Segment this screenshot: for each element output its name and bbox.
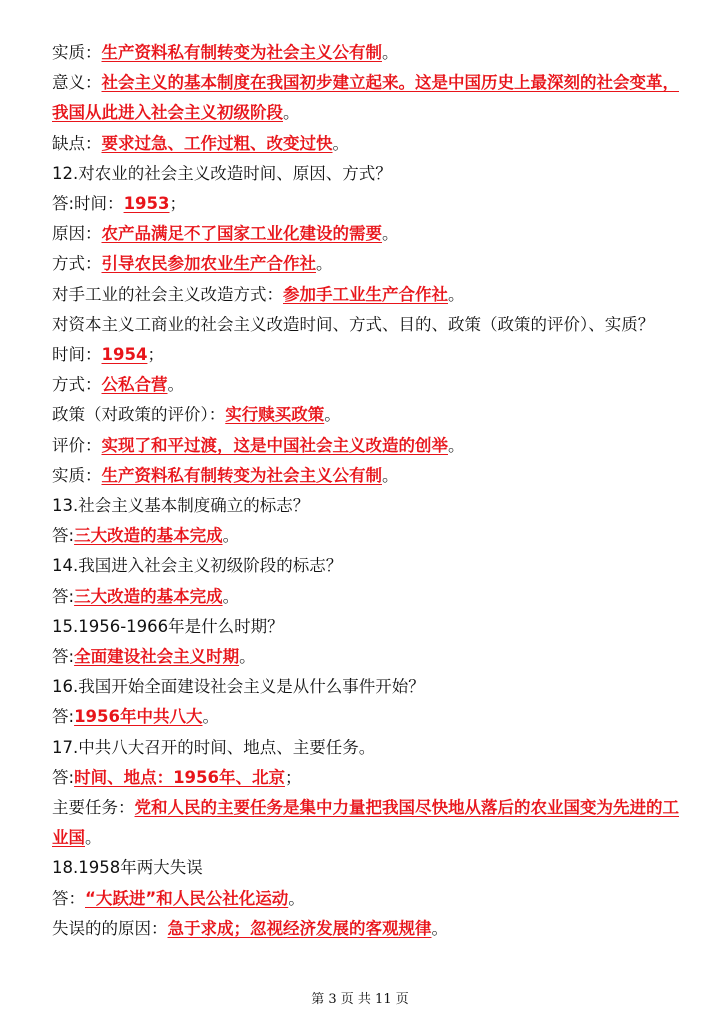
line-label: 缺点： xyxy=(52,133,102,153)
line-label: 答: xyxy=(52,707,75,727)
qa-line xyxy=(52,461,682,491)
line-punctuation: 。 xyxy=(222,526,240,546)
line-label: 失误的的原因： xyxy=(52,918,168,938)
question-line xyxy=(52,612,682,642)
qa-line xyxy=(52,189,682,219)
line-punctuation: ； xyxy=(169,194,186,214)
question-line xyxy=(52,733,682,763)
answer-text: 三大改造的基本完成 xyxy=(74,526,223,546)
answer-text: 生产资料私有制转变为社会主义公有制 xyxy=(101,43,382,62)
answer-text: 三大改造的基本完成 xyxy=(74,586,223,606)
answer-text: 实现了和平过渡，这是中国社会主义改造的创举 xyxy=(101,435,448,455)
document-body xyxy=(52,38,682,944)
line-punctuation: 。 xyxy=(288,888,305,908)
qa-line xyxy=(52,702,682,732)
line-punctuation: 。 xyxy=(283,103,300,123)
line-punctuation: 。 xyxy=(316,254,333,274)
qa-line xyxy=(52,68,682,128)
line-label: 对资本主义工商业的社会主义改造时间、方式、目的、政策（政策的评价）、实质？ xyxy=(52,314,655,334)
line-label: 主要任务： xyxy=(52,798,135,818)
question-line xyxy=(52,853,682,883)
line-punctuation: 。 xyxy=(382,465,399,485)
line-label: 答: xyxy=(52,586,75,606)
qa-line xyxy=(52,914,682,944)
line-label: 18.1958年两大失误 xyxy=(52,858,203,878)
answer-text: 公私合营 xyxy=(101,375,168,395)
line-punctuation: 。 xyxy=(382,43,399,62)
qa-line xyxy=(52,340,682,370)
answer-text: 急于求成；忽视经济发展的客观规律 xyxy=(167,918,432,938)
line-punctuation: ； xyxy=(147,345,164,365)
line-punctuation: 。 xyxy=(324,405,341,425)
line-punctuation: 。 xyxy=(239,647,256,667)
answer-text: “大跃进”和人民公社化运动 xyxy=(85,888,289,908)
line-label: 时间： xyxy=(52,345,102,365)
line-label: 政策（对政策的评价）： xyxy=(52,405,226,425)
line-label: 15.1956-1966年是什么时期？ xyxy=(52,616,284,636)
question-line xyxy=(52,672,682,702)
line-label: 实质： xyxy=(52,43,102,62)
answer-text: 生产资料私有制转变为社会主义公有制 xyxy=(101,465,382,485)
line-label: 答： xyxy=(52,888,85,908)
answer-text: 1953 xyxy=(123,194,170,214)
line-punctuation: 。 xyxy=(222,586,240,606)
qa-line xyxy=(52,642,682,672)
qa-line xyxy=(52,793,682,853)
line-label: 答:时间： xyxy=(52,194,124,214)
line-label: 12.对农业的社会主义改造时间、原因、方式？ xyxy=(52,163,392,183)
line-label: 答: xyxy=(52,526,75,546)
line-label: 14.我国进入社会主义初级阶段的标志？ xyxy=(52,556,343,576)
answer-text: 1954 xyxy=(101,345,148,365)
qa-line xyxy=(52,38,682,68)
qa-line xyxy=(52,219,682,249)
line-label: 13.社会主义基本制度确立的标志？ xyxy=(52,496,310,516)
line-punctuation: 。 xyxy=(448,284,465,304)
line-label: 方式： xyxy=(52,254,102,274)
line-punctuation: 。 xyxy=(448,435,465,455)
answer-text: 参加手工业生产合作社 xyxy=(283,284,448,304)
line-label: 意义： xyxy=(52,73,102,93)
answer-text: 农产品满足不了国家工业化建设的需要 xyxy=(101,224,382,244)
line-label: 评价： xyxy=(52,435,102,455)
line-punctuation: 。 xyxy=(202,707,219,727)
qa-line xyxy=(52,400,682,430)
question-line xyxy=(52,491,682,521)
line-label: 原因： xyxy=(52,224,102,244)
line-punctuation: 。 xyxy=(85,828,102,848)
line-punctuation: ； xyxy=(285,767,302,787)
qa-line xyxy=(52,431,682,461)
line-punctuation: 。 xyxy=(431,918,448,938)
line-label: 答: xyxy=(52,767,75,787)
question-line xyxy=(52,310,682,340)
qa-line xyxy=(52,249,682,279)
answer-text: 社会主义的基本制度在我国初步建立起来。这是中国历史上最深刻的社会变革，我国从此进入社会主义初级阶段 xyxy=(52,73,679,123)
qa-line xyxy=(52,521,682,551)
answer-text: 全面建设社会主义时期 xyxy=(74,647,240,667)
answer-text: 时间、地点：1956年、北京 xyxy=(74,767,285,787)
qa-line xyxy=(52,763,682,793)
qa-line xyxy=(52,370,682,400)
line-label: 对手工业的社会主义改造方式： xyxy=(52,284,283,304)
question-line xyxy=(52,159,682,189)
line-punctuation: 。 xyxy=(332,133,349,153)
line-punctuation: 。 xyxy=(167,375,184,395)
line-label: 方式： xyxy=(52,375,102,395)
line-label: 17.中共八大召开的时间、地点、主要任务。 xyxy=(52,737,376,757)
line-label: 答: xyxy=(52,647,75,667)
answer-text: 引导农民参加农业生产合作社 xyxy=(101,254,316,274)
line-label: 16.我国开始全面建设社会主义是从什么事件开始？ xyxy=(52,677,425,697)
line-label: 实质： xyxy=(52,465,102,485)
line-punctuation: 。 xyxy=(382,224,399,244)
qa-line xyxy=(52,884,682,914)
qa-line xyxy=(52,582,682,612)
page-footer: 第 3 页 共 11 页 xyxy=(311,992,409,1007)
answer-text: 实行赎买政策 xyxy=(225,405,325,425)
answer-text: 1956年中共八大 xyxy=(74,707,203,727)
qa-line xyxy=(52,280,682,310)
qa-line xyxy=(52,129,682,159)
answer-text: 要求过急、工作过粗、改变过快 xyxy=(101,133,333,153)
answer-text: 党和人民的主要任务是集中力量把我国尽快地从落后的农业国变为先进的工业国 xyxy=(52,798,679,848)
question-line xyxy=(52,551,682,581)
